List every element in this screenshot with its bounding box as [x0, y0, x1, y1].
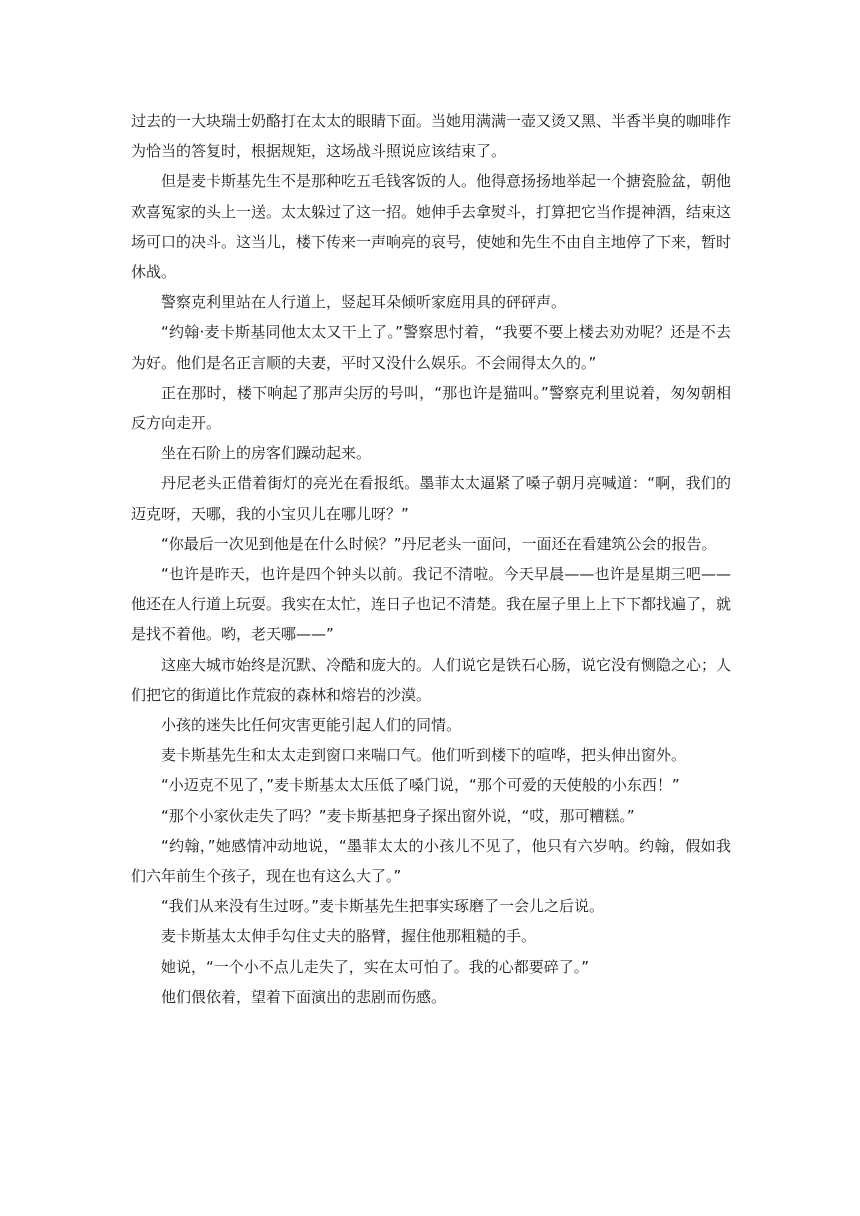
paragraph: “小迈克不见了，”麦卡斯基太太压低了嗓门说，“那个可爱的天使般的小东西！”	[161, 776, 680, 795]
paragraph: “那个小家伙走失了吗？”麦卡斯基把身子探出窗外说，“哎，那可糟糕。”	[161, 806, 635, 825]
paragraph: “也许是昨天，也许是四个钟头以前。我记不清啦。今天早晨——也许是星期三吧——他还在人行道上玩耍。我实在太忙，连日子也记不清楚。我在屋子里上上下下都找遍了，就是找不着他。哟，老天哪——”	[131, 565, 732, 644]
paragraph: “约翰，”她感情冲动地说，“墨菲太太的小孩儿不见了，他只有六岁呐。约翰，假如我们六年前生个孩子，现在也有这么大了。”	[131, 836, 731, 886]
paragraph: 坐在石阶上的房客们躁动起来。	[161, 444, 372, 463]
paragraph: 但是麦卡斯基先生不是那种吃五毛钱客饭的人。他得意扬扬地举起一个搪瓷脸盆，朝他欢喜冤家的头上一送。太太躲过了这一招。她伸手去拿熨斗，打算把它当作提神酒，结束这场可口的决斗。这当儿，楼下传来一声响亮的哀号，使她和先生不由自主地停了下来，暂时休战。	[131, 172, 732, 282]
paragraph: “你最后一次见到他是在什么时候？”丹尼老头一面问，一面还在看建筑公会的报告。	[161, 534, 717, 553]
paragraph: 警察克利里站在人行道上，竖起耳朵倾听家庭用具的砰砰声。	[161, 293, 567, 312]
paragraph: 他们偎依着，望着下面演出的悲剧而伤感。	[161, 987, 447, 1006]
paragraph: 丹尼老头正借着街灯的亮光在看报纸。墨菲太太逼紧了嗓子朝月亮喊道：“啊，我们的迈克呀，天哪，我的小宝贝儿在哪儿呀？”	[131, 474, 731, 523]
paragraph: “我们从来没有生过呀。”麦卡斯基先生把事实琢磨了一会儿之后说。	[161, 897, 605, 916]
paragraph: 小孩的迷失比任何灾害更能引起人们的同情。	[161, 716, 462, 735]
paragraph: 这座大城市始终是沉默、冷酷和庞大的。人们说它是铁石心肠，说它没有恻隐之心；人们把它的街道比作荒寂的森林和熔岩的沙漠。	[131, 655, 732, 704]
paragraph: 麦卡斯基先生和太太走到窗口来喘口气。他们听到楼下的喧哗，把头伸出窗外。	[161, 746, 687, 765]
paragraph: 正在那时，楼下响起了那声尖厉的号叫，“那也许是猫叫。”警察克利里说着，匆匆朝相反方向走开。	[131, 383, 731, 433]
paragraph: 她说，“一个小不点儿走失了，实在太可怕了。我的心都要碎了。”	[161, 957, 590, 976]
story-text	[131, 106, 731, 1012]
paragraph: 过去的一大块瑞士奶酪打在太太的眼睛下面。当她用满满一壶又烫又黑、半香半臭的咖啡作为恰当的答复时，根据规矩，这场战斗照说应该结束了。	[131, 112, 732, 161]
paragraph: “约翰·麦卡斯基同他太太又干上了。”警察思忖着，“我要不要上楼去劝劝呢？还是不去为好。他们是名正言顺的夫妻，平时又没什么娱乐。不会闹得太久的。”	[131, 323, 731, 372]
paragraph: 麦卡斯基太太伸手勾住丈夫的胳臂，握住他那粗糙的手。	[161, 927, 537, 946]
